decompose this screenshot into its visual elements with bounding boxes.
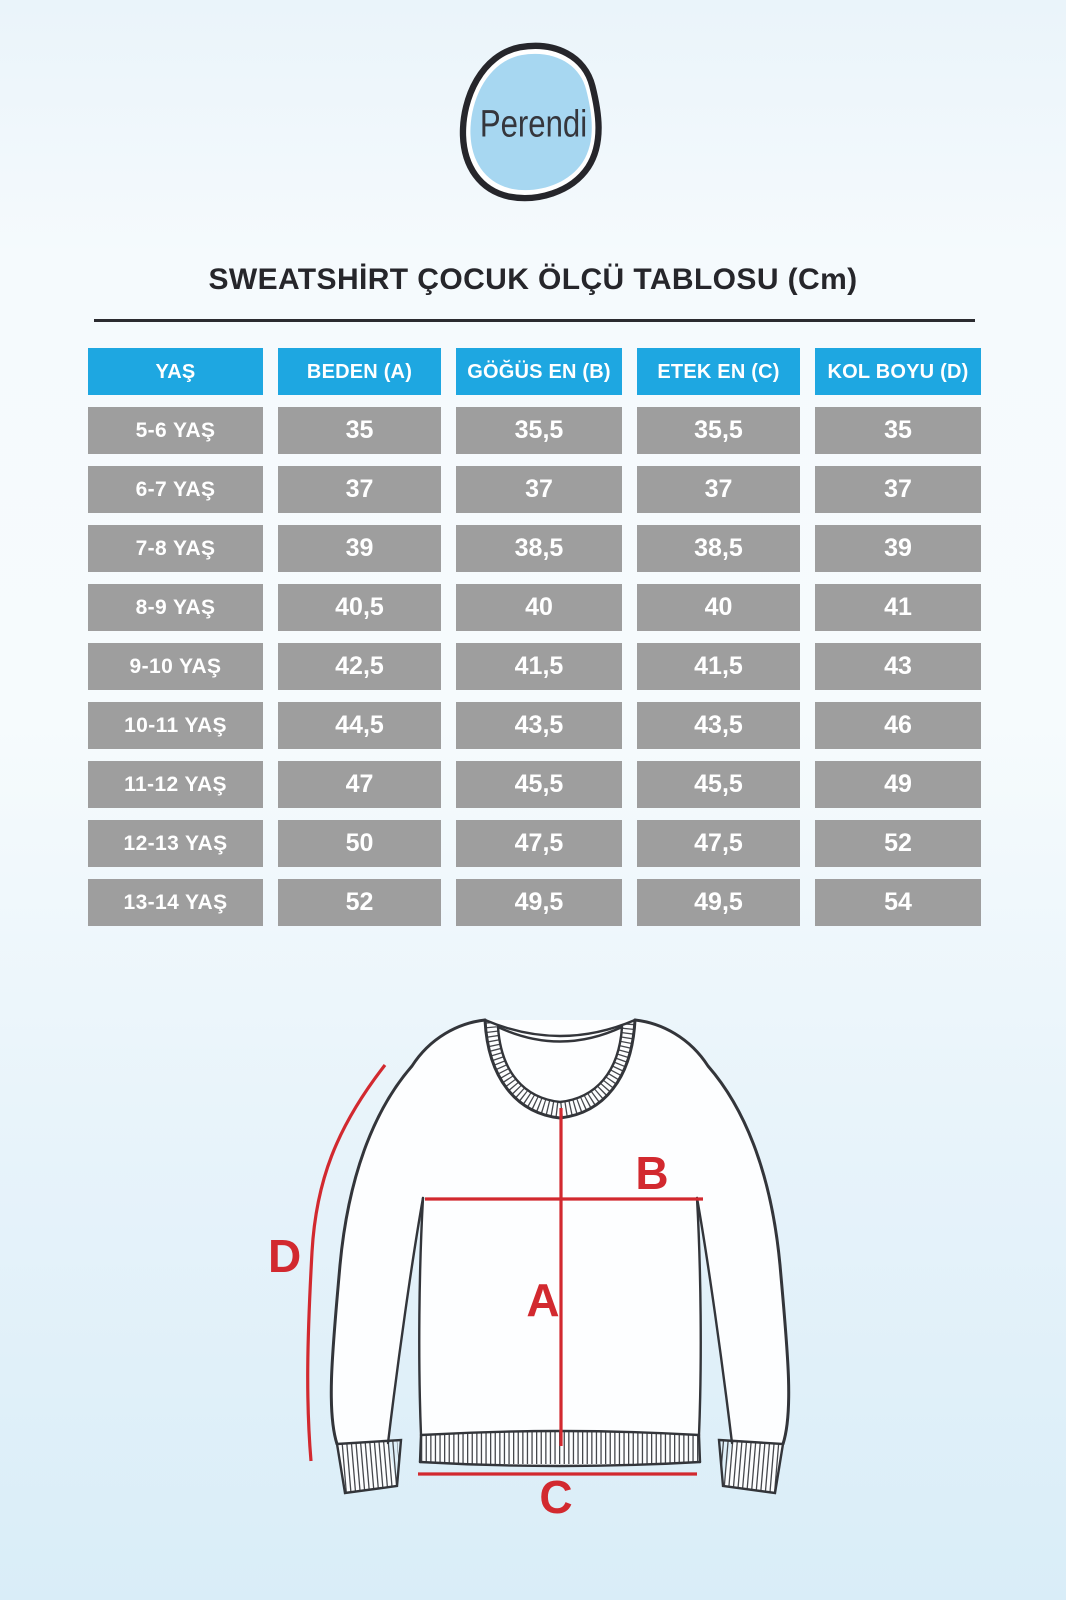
age-cell: 9-10 YAŞ	[88, 643, 263, 690]
age-cell: 12-13 YAŞ	[88, 820, 263, 867]
label-b: B	[635, 1147, 669, 1199]
size-table	[88, 348, 981, 926]
label-d: D	[268, 1230, 302, 1282]
age-cell: 10-11 YAŞ	[88, 702, 263, 749]
value-cell: 41,5	[456, 643, 622, 690]
value-cell: 46	[815, 702, 981, 749]
value-cell: 39	[815, 525, 981, 572]
age-cell: 5-6 YAŞ	[88, 407, 263, 454]
value-cell: 38,5	[456, 525, 622, 572]
value-cell: 40,5	[278, 584, 441, 631]
value-cell: 49,5	[637, 879, 800, 926]
value-cell: 47,5	[456, 820, 622, 867]
col-header-age: YAŞ	[88, 348, 263, 395]
age-cell: 11-12 YAŞ	[88, 761, 263, 808]
age-cell: 7-8 YAŞ	[88, 525, 263, 572]
value-cell: 42,5	[278, 643, 441, 690]
label-a: A	[526, 1274, 560, 1326]
value-cell: 47,5	[637, 820, 800, 867]
value-cell: 41,5	[637, 643, 800, 690]
value-cell: 39	[278, 525, 441, 572]
value-cell: 52	[278, 879, 441, 926]
value-cell: 44,5	[278, 702, 441, 749]
value-cell: 35	[815, 407, 981, 454]
value-cell: 41	[815, 584, 981, 631]
value-cell: 49	[815, 761, 981, 808]
value-cell: 43,5	[456, 702, 622, 749]
value-cell: 50	[278, 820, 441, 867]
value-cell: 49,5	[456, 879, 622, 926]
value-cell: 37	[456, 466, 622, 513]
value-cell: 47	[278, 761, 441, 808]
value-cell: 40	[637, 584, 800, 631]
col-header-etek-c: ETEK EN (C)	[637, 348, 800, 395]
value-cell: 43	[815, 643, 981, 690]
col-header-gogus-b: GÖĞÜS EN (B)	[456, 348, 622, 395]
brand-name: Perendi	[479, 103, 588, 146]
value-cell: 35,5	[637, 407, 800, 454]
col-header-kolboyu-d: KOL BOYU (D)	[815, 348, 981, 395]
value-cell: 37	[637, 466, 800, 513]
sweatshirt-diagram	[260, 970, 820, 1530]
value-cell: 35,5	[456, 407, 622, 454]
value-cell: 52	[815, 820, 981, 867]
value-cell: 45,5	[456, 761, 622, 808]
age-cell: 13-14 YAŞ	[88, 879, 263, 926]
value-cell: 45,5	[637, 761, 800, 808]
value-cell: 54	[815, 879, 981, 926]
value-cell: 35	[278, 407, 441, 454]
value-cell: 38,5	[637, 525, 800, 572]
value-cell: 43,5	[637, 702, 800, 749]
value-cell: 40	[456, 584, 622, 631]
value-cell: 37	[278, 466, 441, 513]
age-cell: 8-9 YAŞ	[88, 584, 263, 631]
value-cell: 37	[815, 466, 981, 513]
brand-logo-icon	[458, 42, 610, 204]
label-c: C	[539, 1471, 573, 1523]
title-underline	[94, 319, 975, 322]
col-header-beden-a: BEDEN (A)	[278, 348, 441, 395]
age-cell: 6-7 YAŞ	[88, 466, 263, 513]
page-title: SWEATSHİRT ÇOCUK ÖLÇÜ TABLOSU (Cm)	[208, 263, 858, 296]
